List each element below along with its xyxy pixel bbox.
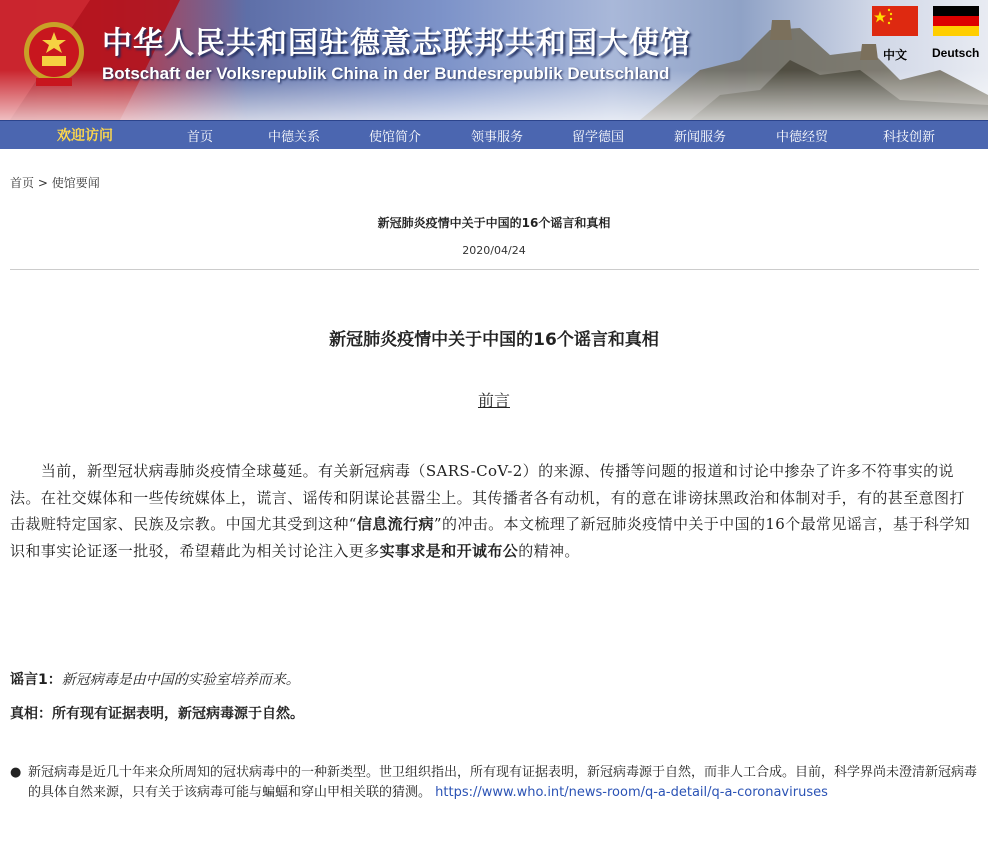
article-date: 2020/04/24 <box>462 244 526 257</box>
site-title-chinese: 中华人民共和国驻德意志联邦共和国大使馆 <box>102 26 691 61</box>
nav-item-science-innovation[interactable]: 科技创新 <box>882 129 935 145</box>
intro-bold-fact-seeking: 实事求是和开诚布公 <box>379 541 519 560</box>
nav-item-consular-services[interactable]: 领事服务 <box>470 129 523 145</box>
header-divider <box>10 269 979 270</box>
nav-item-news-services[interactable]: 新闻服务 <box>673 129 726 145</box>
intro-paragraph <box>10 458 980 564</box>
language-german-label: Deutsch <box>932 46 980 60</box>
language-german-link[interactable] <box>932 6 979 60</box>
breadcrumb-home-link[interactable]: 首页 <box>10 176 35 190</box>
list-item <box>10 763 980 803</box>
who-source-link[interactable]: https://www.who.int/news-room/q-a-detail/q-a-coronaviruses <box>435 785 828 800</box>
intro-text-part2: ”的冲击。本文梳理了新冠肺炎疫情中关于中国的16个最常见谣言，基于科学知识和事实论证逐一批驳，希望藉此为相关讨论注入更多 <box>10 515 971 560</box>
breadcrumb-separator: > <box>37 176 48 190</box>
germany-flag-icon <box>933 6 979 36</box>
intro-bold-infodemic: 信息流行病 <box>356 515 434 533</box>
breadcrumb <box>10 174 100 191</box>
language-chinese-label: 中文 <box>882 48 907 62</box>
intro-text-part1: 当前，新型冠状病毒肺炎疫情全球蔓延。有关新冠病毒（SARS-CoV-2）的来源、传播等问题的报道和讨论中掺杂了许多不符事实的说法。在社交媒体和一些传统媒体上，谎言、谣传和阴谋论甚嚣尘上。其传播者各有动机，有的意在诽谤抹黑政治和体制对手，有的甚至意图打击裁赃特定国家、民族及宗教。中国尤其受到这种“ <box>10 462 965 533</box>
bullet-text: 新冠病毒是近几十年来众所周知的冠状病毒中的一种新类型。世卫组织指出，所有现有证据表明，新冠病毒源于自然，而非人工合成。目前，科学界尚未澄清新冠病毒的具体自然来源，只有关于该病毒可能与蝙蝠和穿山甲相关联的猜测。 <box>28 765 978 800</box>
rumor-1-label: 谣言1： <box>10 672 62 688</box>
bullet-text-block <box>10 763 980 803</box>
truth-1: 真相：所有现有证据表明，新冠病毒源于自然。 <box>10 706 304 722</box>
article-header-title: 新冠肺炎疫情中关于中国的16个谣言和真相 <box>377 216 611 230</box>
main-navigation <box>0 120 988 149</box>
preface-heading: 前言 <box>477 391 510 410</box>
bullet-icon: ● <box>10 765 22 780</box>
rumor-1 <box>10 669 300 689</box>
site-title-german: Botschaft der Volksrepublik China in der Bundesrepublik Deutschland <box>102 64 670 83</box>
national-emblem-icon <box>22 18 86 92</box>
nav-item-welcome[interactable]: 欢迎访问 <box>57 128 113 144</box>
nav-item-study-in-germany[interactable]: 留学德国 <box>571 129 624 145</box>
china-flag-icon <box>872 6 918 36</box>
nav-item-embassy-intro[interactable]: 使馆简介 <box>368 129 421 145</box>
article-title: 新冠肺炎疫情中关于中国的16个谣言和真相 <box>329 330 659 350</box>
site-header <box>0 0 988 120</box>
intro-text-part3: 的精神。 <box>518 541 580 560</box>
nav-item-sino-german-relations[interactable]: 中德关系 <box>267 129 320 145</box>
language-chinese-link[interactable] <box>872 6 918 63</box>
nav-item-economy-trade[interactable]: 中德经贸 <box>775 129 828 145</box>
nav-item-home[interactable]: 首页 <box>186 129 213 145</box>
breadcrumb-current-link[interactable]: 使馆要闻 <box>51 176 100 190</box>
rumor-1-text: 新冠病毒是由中国的实验室培养而来。 <box>61 672 300 688</box>
